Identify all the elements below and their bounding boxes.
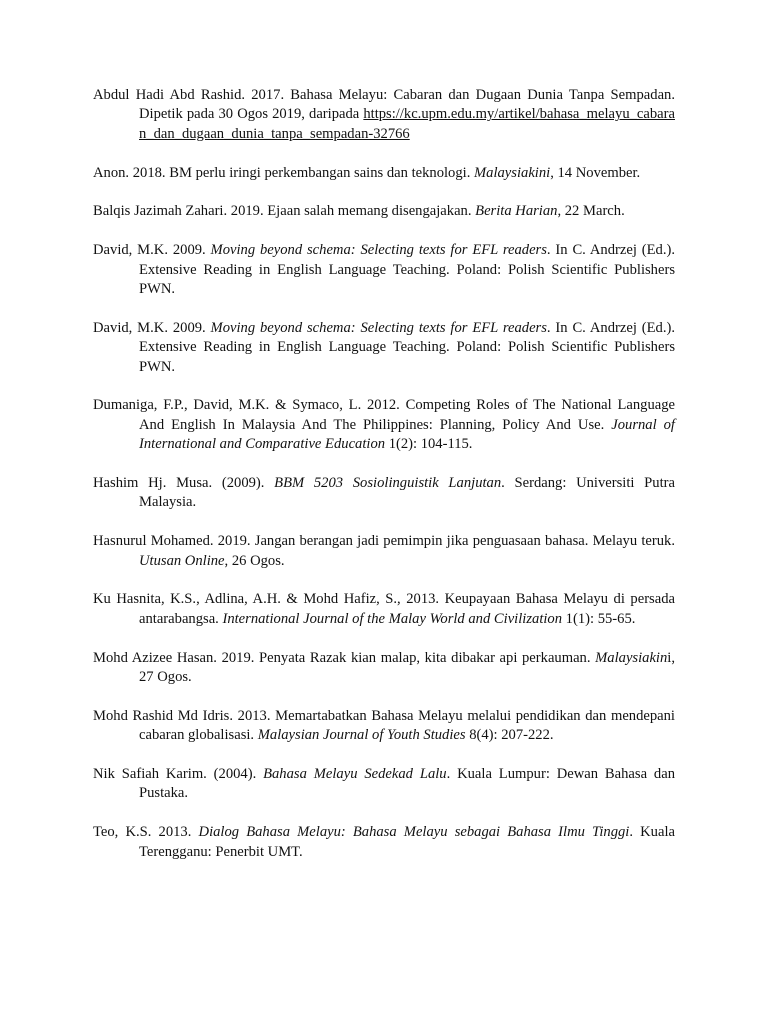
reference-entry <box>93 319 675 377</box>
reference-text: Mohd Azizee Hasan. 2019. Penyata Razak kian malap, kita dibakar api perkauman. <box>93 649 596 666</box>
reference-entry <box>93 649 675 688</box>
reference-details: . In C. Andrzej (Ed.). Extensive Reading in English Language Teaching. Poland: Polish Scientific Publishers PWN. <box>139 242 675 298</box>
reference-text: Nik Safiah Karim. (2004). <box>93 766 264 783</box>
reference-text: Mohd Rashid Md Idris. 2013. Memartabatkan Bahasa Melayu melalui pendidikan dan mendepani cabaran globalisasi. <box>93 707 675 744</box>
reference-details: 8(4): 207-222. <box>465 727 554 744</box>
reference-source: Bahasa Melayu Sedekad Lalu <box>263 766 447 783</box>
reference-entry <box>93 590 675 629</box>
reference-source: Moving beyond schema: Selecting texts for EFL readers <box>210 242 547 259</box>
reference-entry <box>93 86 675 144</box>
reference-entry <box>93 241 675 299</box>
reference-entry <box>93 396 675 454</box>
reference-entry <box>93 474 675 513</box>
reference-entry <box>93 164 675 183</box>
reference-text: Hashim Hj. Musa. (2009). <box>93 475 275 492</box>
reference-list <box>93 86 675 881</box>
reference-text: Balqis Jazimah Zahari. 2019. Ejaan salah memang disengajakan. <box>93 203 476 220</box>
reference-entry <box>93 532 675 571</box>
reference-details: 1(2): 104-115. <box>385 436 473 453</box>
reference-source: Dialog Bahasa Melayu: Bahasa Melayu sebagai Bahasa Ilmu Tinggi <box>198 824 630 841</box>
reference-entry <box>93 707 675 746</box>
reference-details: , 26 Ogos. <box>224 552 285 569</box>
reference-source: Utusan Online <box>139 552 225 569</box>
reference-source: Moving beyond schema: Selecting texts for EFL readers <box>210 319 547 336</box>
reference-text: David, M.K. 2009. <box>93 242 211 259</box>
reference-text: Teo, K.S. 2013. <box>93 824 199 841</box>
reference-text: Anon. 2018. BM perlu iringi perkembangan sains dan teknologi. <box>93 164 474 181</box>
reference-source: International Journal of the Malay World and Civilization <box>222 610 563 627</box>
reference-source: Malaysiakin <box>595 649 668 666</box>
reference-source: Malaysian Journal of Youth Studies <box>257 727 466 744</box>
reference-details: , 14 November. <box>550 164 641 181</box>
reference-details: . Kuala Lumpur: Dewan Bahasa dan Pustaka. <box>139 766 675 802</box>
reference-details: . Kuala Terengganu: Penerbit UMT. <box>139 824 675 860</box>
reference-text: David, M.K. 2009. <box>93 319 211 336</box>
reference-source: Berita Harian <box>475 203 558 220</box>
reference-details: 1(1): 55-65. <box>562 610 636 627</box>
reference-text: Dumaniga, F.P., David, M.K. & Symaco, L. 2012. Competing Roles of The National Language And English In Malaysia And The Philippines: Planning, Policy And Use. <box>93 397 675 433</box>
reference-source: BBM 5203 Sosiolinguistik Lanjutan <box>274 475 502 492</box>
reference-source: Journal of International and Comparative Education <box>139 416 675 453</box>
reference-entry <box>93 823 675 862</box>
reference-details: , 22 March. <box>557 203 625 220</box>
reference-details: . Serdang: Universiti Putra Malaysia. <box>139 475 675 511</box>
reference-details: i, 27 Ogos. <box>139 649 675 686</box>
reference-entry <box>93 202 675 221</box>
reference-text: Hasnurul Mohamed. 2019. Jangan berangan jadi pemimpin jika penguasaan bahasa. Melayu teruk. <box>93 533 675 550</box>
reference-details: . In C. Andrzej (Ed.). Extensive Reading in English Language Teaching. Poland: Polish Scientific Publishers PWN. <box>139 319 675 375</box>
reference-text: Abdul Hadi Abd Rashid. 2017. Bahasa Melayu: Cabaran dan Dugaan Dunia Tanpa Sempadan. Dipetik pada 30 Ogos 2019, daripada <box>93 87 675 123</box>
reference-entry <box>93 765 675 804</box>
reference-link[interactable]: https://kc.upm.edu.my/artikel/bahasa_melayu_cabaran_dan_dugaan_dunia_tanpa_sempadan-32766 <box>139 106 675 142</box>
reference-source: Malaysiakini <box>474 164 551 181</box>
reference-text: Ku Hasnita, K.S., Adlina, A.H. & Mohd Hafiz, S., 2013. Keupayaan Bahasa Melayu di persada antarabangsa. <box>93 591 675 627</box>
